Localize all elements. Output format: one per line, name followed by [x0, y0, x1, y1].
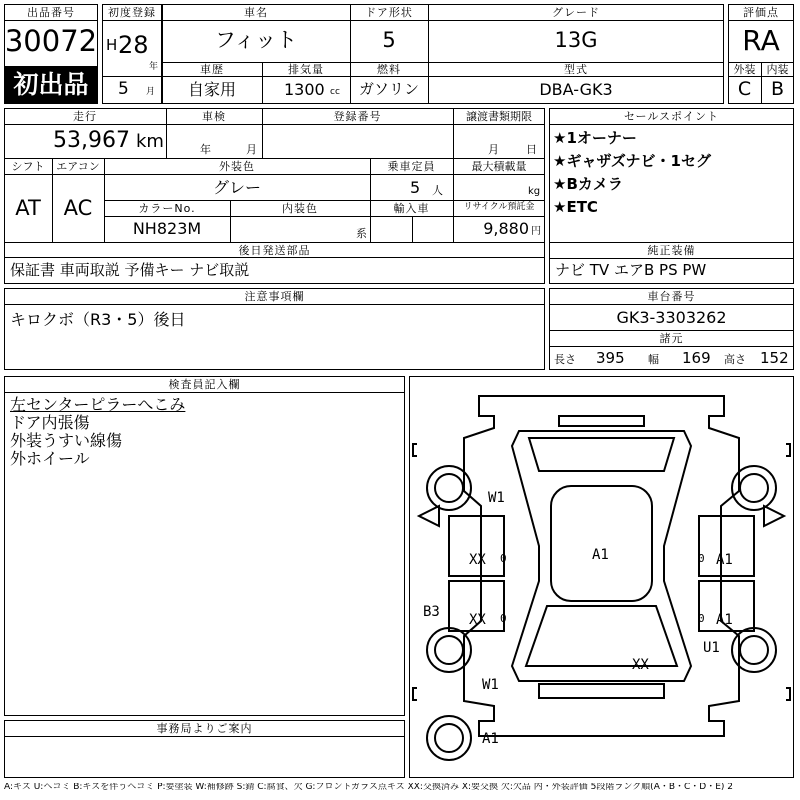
mark-zero-4: 0: [698, 612, 705, 625]
transfer-label: 譲渡書類期限: [466, 110, 532, 123]
import-label: 輸入車: [393, 202, 430, 215]
mark-xx-left-front: XX: [469, 552, 486, 568]
transfer-month-unit: 月: [488, 143, 499, 156]
reg-year: 28: [118, 31, 149, 59]
reg-no-label: 登録番号: [333, 110, 382, 123]
mark-w1-top: W1: [488, 490, 505, 506]
interior-label: 内装: [766, 63, 789, 76]
mark-zero-1: 0: [500, 552, 507, 565]
model: DBA-GK3: [539, 80, 613, 99]
color-no: NH823M: [132, 219, 202, 238]
ext-color-label: 外装色: [219, 160, 255, 173]
inspector-line-3: 外装うすい線傷: [10, 431, 123, 450]
later-parts: 保証書 車両取説 予備キー ナビ取説: [10, 261, 250, 279]
ext-color: グレー: [212, 178, 261, 197]
model-label: 型式: [564, 63, 588, 76]
caution-label: 注意事項欄: [244, 290, 305, 303]
grade-label: グレード: [552, 6, 600, 19]
exterior-label: 外装: [733, 63, 756, 76]
mark-zero-2: 0: [698, 552, 705, 565]
legend: A:キズ U:ヘコミ B:キズを伴うヘコミ P:要塗装 W:補修跡 S:錆 C:腐食、欠 G:フロントガラス点キズ XX:交換済み X:要交換 欠:欠品 内・外装評価 5段階ランク順(A・B・C・D・E) 2: [4, 783, 734, 792]
mark-w1-bottom: W1: [482, 677, 499, 693]
length-label: 長さ: [554, 353, 576, 366]
score: RA: [742, 24, 780, 57]
int-color-label: 内装色: [282, 202, 318, 215]
inspector-line-1: 左センターピラーへこみ: [10, 395, 186, 414]
height-label: 高さ: [724, 353, 746, 366]
int-color-unit: 系: [356, 227, 367, 240]
shift: AT: [15, 196, 41, 220]
displacement: 1300: [284, 80, 325, 99]
genuine-equipment: ナビ TV エアB PS PW: [555, 261, 707, 279]
score-label: 評価点: [743, 6, 779, 19]
length: 395: [596, 349, 625, 367]
doors: 5: [382, 28, 396, 52]
sales-point-1: ★1オーナー: [553, 129, 637, 147]
transfer-day: 日: [526, 143, 537, 156]
caution-text: キロクボ（R3・5）後日: [10, 310, 186, 329]
era: H: [106, 36, 118, 54]
lot-label: 出品番号: [27, 6, 75, 19]
history: 自家用: [187, 80, 236, 99]
width-label: 幅: [648, 353, 659, 366]
first-reg-label: 初度登録: [108, 6, 156, 19]
mark-xx-left-rear: XX: [469, 612, 486, 628]
car-diagram: [409, 376, 794, 778]
ac: AC: [63, 196, 93, 220]
yen-unit: 円: [531, 226, 541, 237]
mark-zero-3: 0: [500, 612, 507, 625]
genuine-label: 純正装備: [647, 244, 696, 257]
door-label: ドア形状: [365, 6, 413, 19]
mark-a1-roof: A1: [592, 547, 609, 563]
fuel: ガソリン: [358, 80, 419, 98]
displacement-label: 排気量: [288, 63, 324, 76]
mark-a1-right-rear: A1: [716, 612, 733, 628]
shift-label: シフト: [11, 160, 45, 173]
mark-xx-rear: XX: [632, 657, 649, 673]
sales-points-label: セールスポイント: [623, 110, 719, 123]
year-unit: 年: [149, 62, 159, 72]
width: 169: [682, 349, 711, 367]
cc-unit: cc: [330, 87, 340, 97]
capacity-unit: 人: [432, 184, 443, 197]
height: 152: [760, 349, 789, 367]
inspector-line-2: ドア内張傷: [10, 413, 90, 432]
chassis-number: GK3-3303262: [616, 308, 727, 327]
mark-b3-left: B3: [423, 604, 440, 620]
sales-point-2: ★ギャザズナビ・1セグ: [553, 152, 711, 170]
grade: 13G: [554, 28, 598, 52]
later-parts-label: 後日発送部品: [238, 244, 311, 257]
color-no-label: カラーNo.: [138, 202, 196, 215]
max-load-label: 最大積載量: [471, 160, 527, 173]
first-listing-badge: 初出品: [5, 66, 97, 103]
inspection-month-unit: 月: [246, 143, 257, 156]
fuel-label: 燃料: [377, 63, 401, 76]
mark-a1-bottom: A1: [482, 731, 499, 747]
chassis-label: 車台番号: [647, 290, 696, 303]
exterior-grade: C: [737, 78, 752, 100]
inspector-line-4: 外ホイール: [10, 449, 90, 468]
recycle: 9,880: [483, 219, 529, 238]
dims-label: 諸元: [659, 332, 684, 345]
mark-a1-right-front: A1: [716, 552, 733, 568]
inspection-year-unit: 年: [200, 143, 211, 156]
sales-point-3: ★Bカメラ: [553, 175, 623, 193]
capacity: 5: [410, 178, 421, 197]
ac-label: エアコン: [56, 160, 100, 173]
inspector-label: 検査員記入欄: [168, 378, 241, 391]
km-unit: km: [136, 131, 164, 152]
capacity-label: 乗車定員: [387, 160, 436, 173]
sales-point-4: ★ETC: [553, 198, 598, 216]
car-name-label: 車名: [244, 6, 268, 19]
reg-month: 5: [118, 79, 129, 99]
interior-grade: B: [770, 78, 785, 100]
kg-unit: kg: [528, 186, 541, 197]
car-name: フィット: [214, 28, 298, 52]
month-unit: 月: [146, 87, 156, 97]
office-label: 事務局よりご案内: [156, 722, 253, 735]
mark-u1-right: U1: [703, 640, 720, 656]
inspection-label: 車検: [202, 110, 226, 123]
lot-number: 30072: [4, 24, 98, 58]
mileage-label: 走行: [73, 110, 97, 123]
history-label: 車歴: [200, 63, 224, 76]
mileage: 53,967: [53, 128, 130, 153]
recycle-label: リサイクル預託金: [463, 202, 535, 212]
